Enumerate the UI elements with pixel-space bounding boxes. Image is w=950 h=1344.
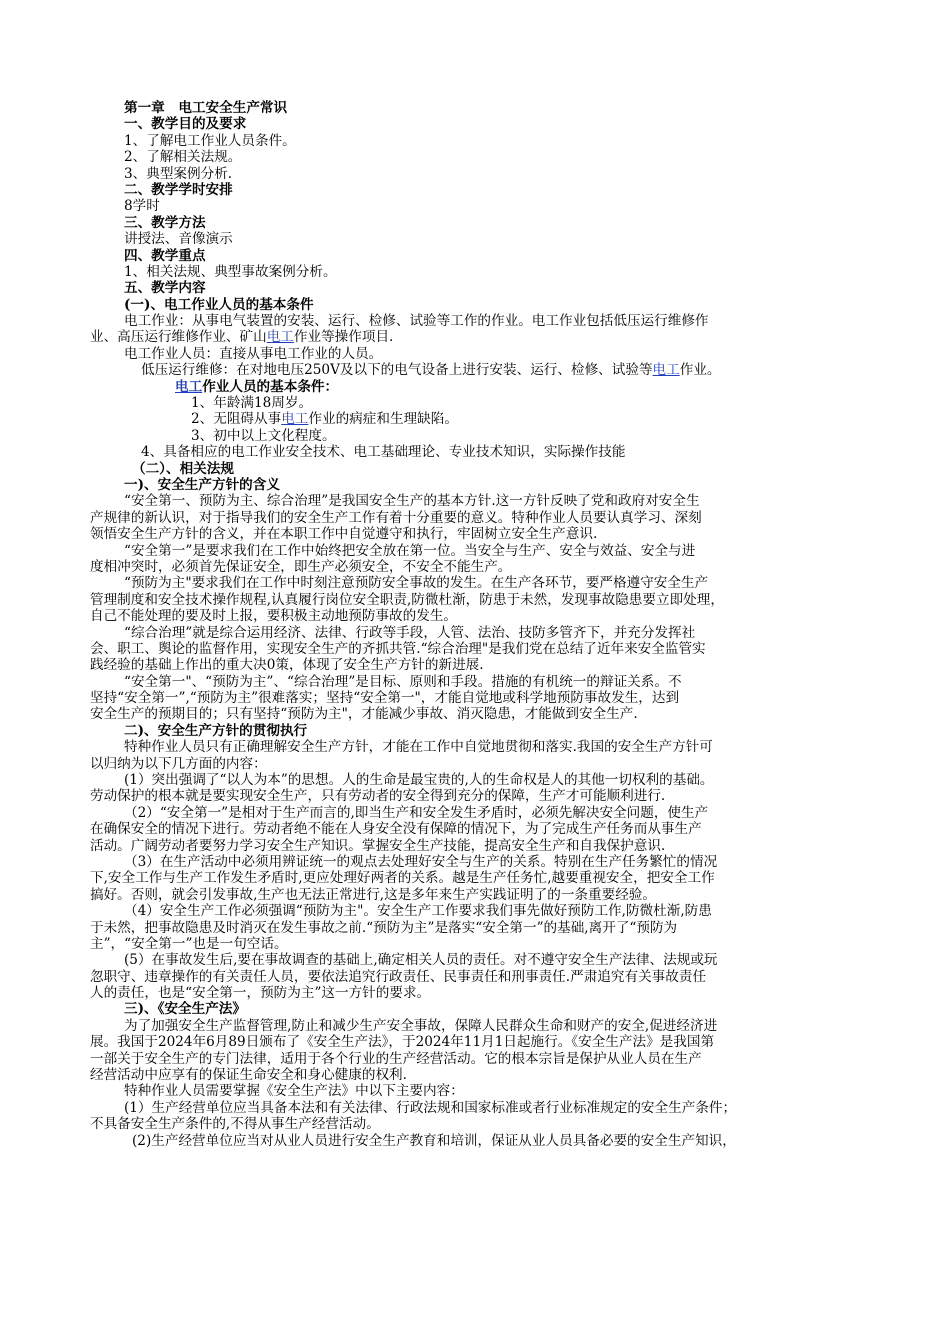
line-text: 在确保安全的情况下进行。劳动者绝不能在人身安全没有保障的情况下，为了完成生产任务而从事生产 bbox=[90, 821, 702, 838]
line-text: 五、教学内容 bbox=[124, 280, 206, 297]
text-line bbox=[0, 1067, 950, 1083]
line-text: 3、初中以上文化程度。 bbox=[191, 427, 336, 444]
text-line bbox=[0, 739, 950, 755]
text-line bbox=[0, 756, 950, 772]
text-line bbox=[0, 788, 950, 804]
text-line bbox=[0, 592, 950, 608]
text-line bbox=[0, 985, 950, 1001]
line-text: 二、教学学时安排 bbox=[124, 181, 233, 198]
section-heading bbox=[0, 1001, 950, 1017]
hyperlink-dianGong[interactable]: 电工 bbox=[281, 411, 309, 428]
section-heading bbox=[0, 116, 950, 132]
section-heading bbox=[0, 182, 950, 198]
line-text: 业、高压运行维修作业、矿山 bbox=[90, 329, 267, 346]
line-text: 讲授法、音像演示 bbox=[124, 231, 233, 248]
text-line bbox=[0, 428, 950, 444]
text-line bbox=[0, 1051, 950, 1067]
line-text: （3）在生产活动中必须用辨证统一的观点去处理好安全与生产的关系。特别在生产任务繁忙的情况 bbox=[124, 853, 718, 870]
section-heading bbox=[0, 215, 950, 231]
line-text: 3、典型案例分析. bbox=[124, 165, 233, 182]
text-line bbox=[0, 821, 950, 837]
line-text: 特种作业人员只有正确理解安全生产方针，才能在工作中自觉地贯彻和落实.我国的安全生产方针可 bbox=[124, 739, 713, 756]
line-text-after-link: 作业等操作项目. bbox=[293, 329, 394, 346]
line-text: 2、了解相关法规。 bbox=[124, 149, 242, 166]
text-line bbox=[0, 1018, 950, 1034]
line-text: 四、教学重点 bbox=[124, 247, 206, 264]
line-text: “综合治理”就是综合运用经济、法律、行政等手段，人管、法治、技防多管齐下，并充分发挥社 bbox=[124, 624, 696, 641]
section-heading bbox=[0, 477, 950, 493]
text-line bbox=[0, 1100, 950, 1116]
line-text: 度相冲突时，必须首先保证安全，即生产必须安全，不安全不能生产。 bbox=[90, 558, 512, 575]
text-line bbox=[0, 625, 950, 641]
text-line bbox=[0, 1034, 950, 1050]
text-line bbox=[0, 264, 950, 280]
section-heading bbox=[0, 280, 950, 296]
line-text: 不具备安全生产条件的,不得从事生产经营活动。 bbox=[90, 1116, 380, 1133]
text-line bbox=[0, 362, 950, 378]
line-text: 搞好。否则，就会引发事故,生产也无法正常进行,这是多年来生产实践证明了的一条重要经验。 bbox=[90, 886, 656, 903]
line-text: 展。我国于2024年6月89日颁布了《安全生产法》，于2024年11月1日起施行。《安全生产法》是我国第 bbox=[90, 1034, 715, 1051]
text-line bbox=[0, 133, 950, 149]
section-heading bbox=[0, 248, 950, 264]
text-line bbox=[0, 346, 950, 362]
section-heading bbox=[0, 297, 950, 313]
text-line bbox=[0, 526, 950, 542]
line-text: 践经验的基础上作出的重大决0策，体现了安全生产方针的新进展. bbox=[90, 657, 484, 674]
document-body bbox=[0, 100, 950, 1149]
line-text: (一)、电工作业人员的基本条件 bbox=[124, 296, 314, 313]
text-line bbox=[0, 838, 950, 854]
line-text-after-link: 作业。 bbox=[679, 362, 721, 379]
line-text: 以归纳为以下几方面的内容： bbox=[90, 755, 267, 772]
text-line bbox=[0, 395, 950, 411]
line-text: 人的责任，也是“安全第一，预防为主”这一方针的要求。 bbox=[90, 985, 431, 1002]
text-line bbox=[0, 559, 950, 575]
text-line bbox=[0, 444, 950, 460]
text-line bbox=[0, 870, 950, 886]
text-line bbox=[0, 510, 950, 526]
line-text: 三、教学方法 bbox=[124, 214, 206, 231]
line-text: (5）在事故发生后,要在事故调查的基础上,确定相关人员的责任。对不遵守安全生产法律、法规或玩 bbox=[124, 952, 718, 969]
text-line bbox=[0, 690, 950, 706]
text-line bbox=[0, 1116, 950, 1132]
section-heading bbox=[0, 461, 950, 477]
line-text: 1、年龄满18周岁。 bbox=[191, 395, 313, 412]
line-text: “安全第一”是要求我们在工作中始终把安全放在第一位。当安全与生产、安全与效益、安全与进 bbox=[124, 542, 696, 559]
line-text: （4）安全生产工作必须强调“预防为主"。安全生产工作要求我们事先做好预防工作,防微杜渐,防患 bbox=[124, 903, 712, 920]
text-line bbox=[0, 543, 950, 559]
text-line bbox=[0, 166, 950, 182]
line-text: 下,安全工作与生产工作发生矛盾时,更应处理好两者的关系。越是生产任务忙,越要重视安全，把安全工作 bbox=[90, 870, 715, 887]
line-text: “预防为主"要求我们在工作中时刻注意预防安全事故的发生。在生产各环节，要严格遵守安全生产 bbox=[124, 575, 709, 592]
line-text: （2）“安全第一”是相对于生产而言的,即当生产和安全发生矛盾时，必须先解决安全问题，使生产 bbox=[124, 804, 709, 821]
line-text: 经营活动中应享有的保证生命安全和身心健康的权利. bbox=[90, 1067, 407, 1084]
line-text: 8学时 bbox=[124, 198, 160, 215]
line-text: 电工作业人员：直接从事电工作业的人员。 bbox=[124, 345, 383, 362]
line-text: 安全生产的预期目的；只有坚持“预防为主"，才能减少事故、消灭隐患，才能做到安全生产. bbox=[90, 706, 638, 723]
line-text: 二)、安全生产方针的贯彻执行 bbox=[124, 722, 308, 739]
line-text: 一、教学目的及要求 bbox=[124, 116, 247, 133]
section-heading bbox=[0, 100, 950, 116]
text-line bbox=[0, 231, 950, 247]
line-text: 产规律的新认识，对于指导我们的安全生产工作有着十分重要的意义。特种作业人员要认真学习、深刻 bbox=[90, 509, 702, 526]
line-text-after-link: 作业的病症和生理缺陷。 bbox=[308, 411, 458, 428]
text-line bbox=[0, 575, 950, 591]
line-text: 坚持“安全第一”,“预防为主”很难落实；坚持“安全第一"，才能自觉地或科学地预防事故发生，达到 bbox=[90, 690, 680, 707]
text-line bbox=[0, 149, 950, 165]
text-line bbox=[0, 411, 950, 427]
text-line bbox=[0, 608, 950, 624]
text-line bbox=[0, 952, 950, 968]
text-line bbox=[0, 854, 950, 870]
line-text: 管理制度和安全技术操作规程,认真履行岗位安全职责,防微杜渐，防患于未然，发现事故隐患要立即处理， bbox=[90, 591, 724, 608]
line-text: 主”，“安全第一”也是一句空话。 bbox=[90, 935, 288, 952]
line-text: 4、具备相应的电工作业安全技术、电工基础理论、专业技术知识，实际操作技能 bbox=[141, 444, 626, 461]
text-line bbox=[0, 641, 950, 657]
line-text: 低压运行维修：在对地电压250V及以下的电气设备上进行安装、运行、检修、试验等 bbox=[141, 362, 653, 379]
text-line bbox=[0, 198, 950, 214]
text-line bbox=[0, 706, 950, 722]
text-line bbox=[0, 329, 950, 345]
text-line bbox=[0, 1083, 950, 1099]
line-text: 于未然，把事故隐患及时消灭在发生事故之前.“预防为主”是落实“安全第一”的基础,离开了“预防为 bbox=[90, 919, 678, 936]
hyperlink-dianGong[interactable]: 电工 bbox=[652, 362, 680, 379]
text-line bbox=[0, 493, 950, 509]
text-line bbox=[0, 657, 950, 673]
line-text: (1）突出强调了“以人为本”的思想。人的生命是最宝贵的,人的生命权是人的其他一切权利的基础。 bbox=[124, 772, 714, 789]
text-line bbox=[0, 313, 950, 329]
line-text: 一)、安全生产方针的含义 bbox=[124, 476, 280, 493]
line-text: （二）、相关法规 bbox=[132, 460, 234, 477]
line-text: (2)生产经营单位应当对从业人员进行安全生产教育和培训，保证从业人员具备必要的安全生产知识， bbox=[132, 1132, 736, 1149]
text-line bbox=[0, 887, 950, 903]
line-text: 活动。广阔劳动者要努力学习安全生产知识。掌握安全生产技能，提高安全生产和自我保护意识. bbox=[90, 837, 666, 854]
line-text: 1、相关法规、典型事故案例分析。 bbox=[124, 263, 337, 280]
text-line bbox=[0, 805, 950, 821]
line-text: “安全第一、预防为主、综合治理”是我国安全生产的基本方针.这一方针反映了党和政府对安全生 bbox=[124, 493, 700, 510]
text-line bbox=[0, 936, 950, 952]
hyperlink-dianGong[interactable]: 电工 bbox=[266, 329, 294, 346]
line-text: 自己不能处理的要及时上报，要积极主动地预防事故的发生。 bbox=[90, 608, 458, 625]
line-text: 三)、《安全生产法》 bbox=[124, 1001, 246, 1018]
line-text: 忽职守、违章操作的有关责任人员，要依法追究行政责任、民事责任和刑事责任.严肃追究有关事故责任 bbox=[90, 968, 707, 985]
text-line bbox=[0, 903, 950, 919]
text-line bbox=[0, 969, 950, 985]
line-text: 第一章 电工安全生产常识 bbox=[124, 100, 288, 116]
text-line bbox=[0, 920, 950, 936]
hyperlink-dianGong[interactable]: 电工 bbox=[175, 378, 203, 395]
text-line bbox=[0, 674, 950, 690]
line-text: (1）生产经营单位应当具备本法和有关法律、行政法规和国家标准或者行业标准规定的安全生产条件； bbox=[124, 1099, 737, 1116]
line-text: 特种作业人员需要掌握《安全生产法》中以下主要内容： bbox=[124, 1083, 464, 1100]
line-text: 领悟安全生产方针的含义，并在本职工作中自觉遵守和执行，牢固树立安全生产意识. bbox=[90, 526, 598, 543]
line-text: 2、无阻碍从事 bbox=[191, 411, 282, 428]
line-text: “安全第一"、“预防为主”、“综合治理”是目标、原则和手段。措施的有机统一的辩证关系。不 bbox=[124, 673, 682, 690]
line-text-after-link: 作业人员的基本条件： bbox=[202, 378, 339, 395]
section-heading bbox=[0, 379, 950, 395]
line-text: 一部关于安全生产的专门法律，适用于各个行业的生产经营活动。它的根本宗旨是保护从业人员在生产 bbox=[90, 1050, 702, 1067]
text-line bbox=[0, 772, 950, 788]
line-text: 会、职工、舆论的监督作用，实现安全生产的齐抓共管.“综合治理"是我们党在总结了近年来安全监管实 bbox=[90, 640, 706, 657]
text-line bbox=[0, 1133, 950, 1149]
line-text: 劳动保护的根本就是要实现安全生产，只有劳动者的安全得到充分的保障，生产才可能顺利进行. bbox=[90, 788, 666, 805]
section-heading bbox=[0, 723, 950, 739]
line-text: 电工作业：从事电气装置的安装、运行、检修、试验等工作的作业。电工作业包括低压运行维修作 bbox=[124, 313, 709, 330]
line-text: 为了加强安全生产监督管理,防止和减少生产安全事故，保障人民群众生命和财产的安全,促进经济进 bbox=[124, 1017, 718, 1034]
line-text: 1、了解电工作业人员条件。 bbox=[124, 132, 296, 149]
